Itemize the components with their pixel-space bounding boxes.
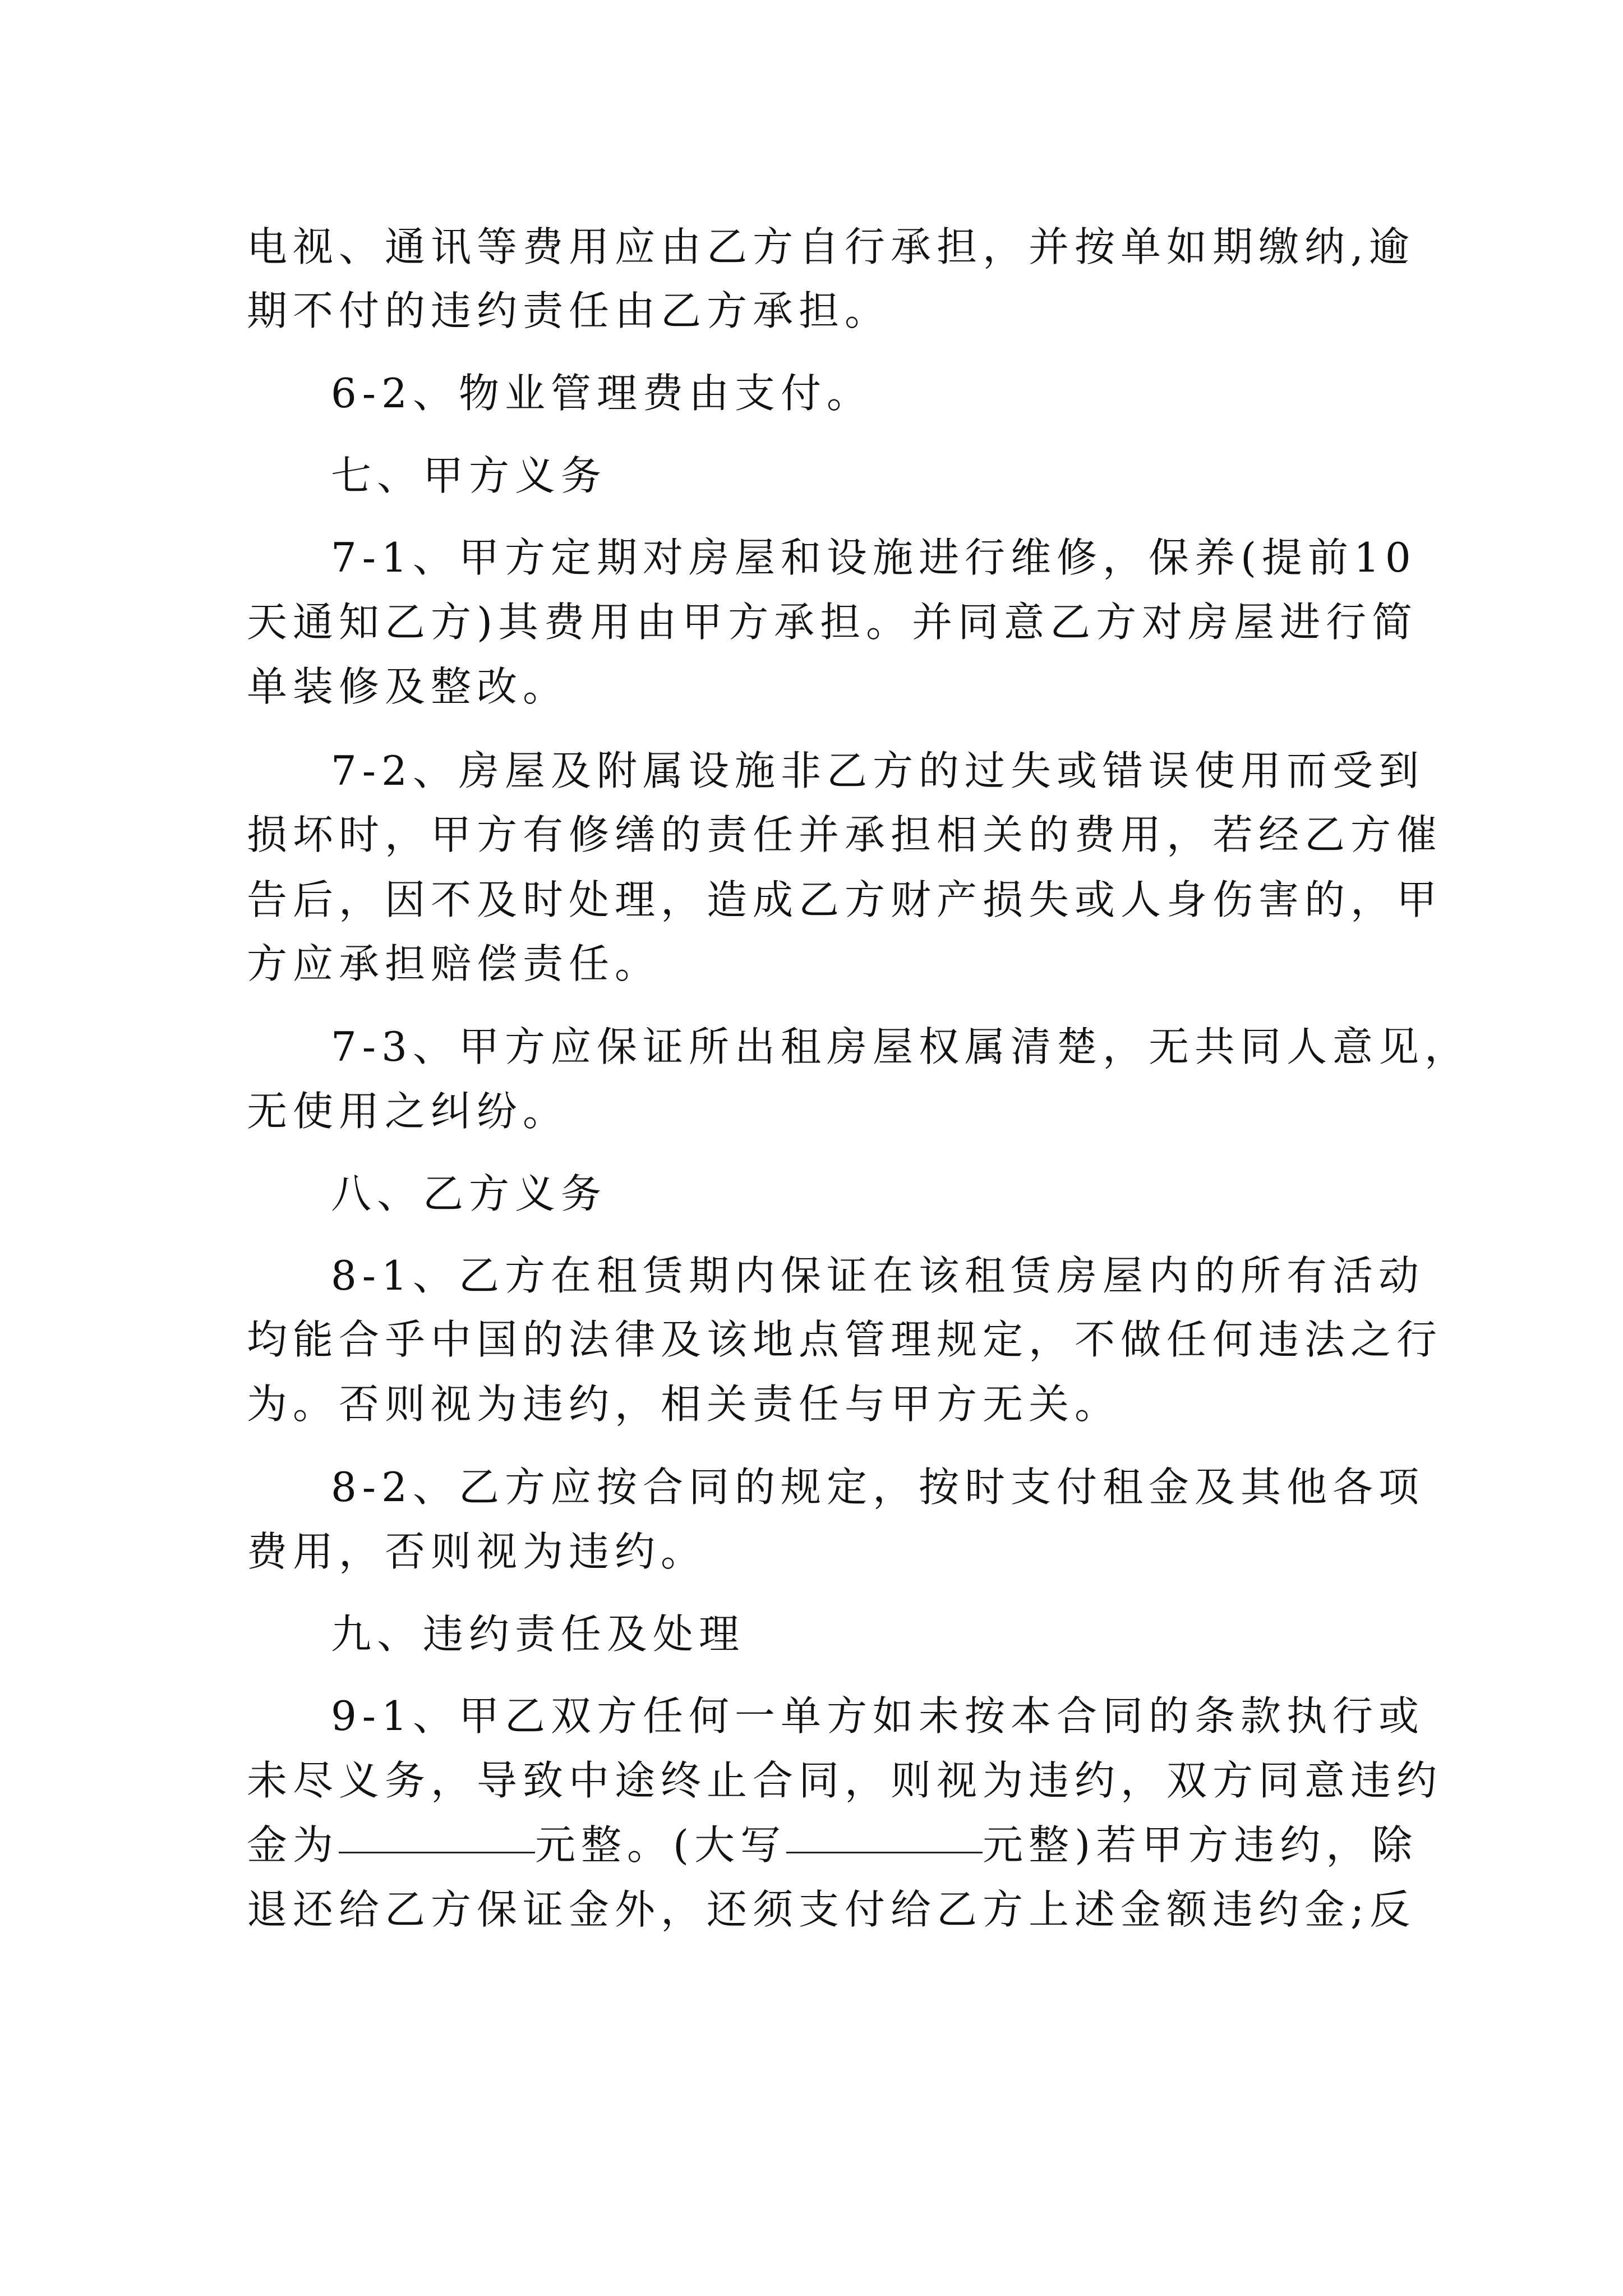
text-fragment: 元整。(大写 xyxy=(535,1821,787,1869)
text-line: 6-2、物业管理费由支付。 xyxy=(331,370,873,417)
text-line: 9-1、甲乙双方任何一单方如未按本合同的条款执行或 xyxy=(331,1692,1424,1740)
text-line: 7-3、甲方应保证所出租房屋权属清楚，无共同人意见， xyxy=(331,1023,1470,1070)
text-line: 8-1、乙方在租赁期内保证在该租赁房屋内的所有活动 xyxy=(331,1252,1424,1299)
text-fragment: 元整)若甲方违约，除 xyxy=(983,1821,1418,1869)
text-line: 7-1、甲方定期对房屋和设施进行维修，保养(提前10 xyxy=(331,534,1417,581)
text-line: 方应承担赔偿责任。 xyxy=(247,940,661,987)
text-line: 电视、通讯等费用应由乙方自行承担，并按单如期缴纳,逾 xyxy=(247,223,1415,270)
section-heading: 七、甲方义务 xyxy=(331,452,607,499)
section-heading: 八、乙方义务 xyxy=(331,1170,607,1217)
text-line: 天通知乙方)其费用由甲方承担。并同意乙方对房屋进行简 xyxy=(247,599,1418,646)
text-line: 均能合乎中国的法律及该地点管理规定，不做任何违法之行 xyxy=(247,1316,1443,1363)
text-line: 无使用之纠纷。 xyxy=(247,1088,569,1135)
section-heading: 九、违约责任及处理 xyxy=(331,1611,745,1658)
fill-in-blank xyxy=(786,1851,983,1853)
text-line: 为。否则视为违约，相关责任与甲方无关。 xyxy=(247,1381,1121,1428)
text-line: 8-2、乙方应按合同的规定，按时支付租金及其他各项 xyxy=(331,1464,1424,1511)
text-line-with-blanks xyxy=(247,1821,1418,1869)
text-line: 单装修及整改。 xyxy=(247,663,569,710)
text-line: 期不付的违约责任由乙方承担。 xyxy=(247,287,891,334)
text-line: 告后，因不及时处理，造成乙方财产损失或人身伤害的，甲 xyxy=(247,876,1443,923)
text-line: 退还给乙方保证金外，还须支付给乙方上述金额违约金;反 xyxy=(247,1886,1416,1933)
text-line: 未尽义务，导致中途终止合同，则视为违约，双方同意违约 xyxy=(247,1757,1443,1804)
text-line: 费用，否则视为违约。 xyxy=(247,1528,707,1575)
text-line: 损坏时，甲方有修缮的责任并承担相关的费用，若经乙方催 xyxy=(247,811,1443,858)
text-line: 7-2、房屋及附属设施非乙方的过失或错误使用而受到 xyxy=(331,747,1424,794)
text-fragment: 金为 xyxy=(247,1821,339,1869)
fill-in-blank xyxy=(339,1851,535,1853)
